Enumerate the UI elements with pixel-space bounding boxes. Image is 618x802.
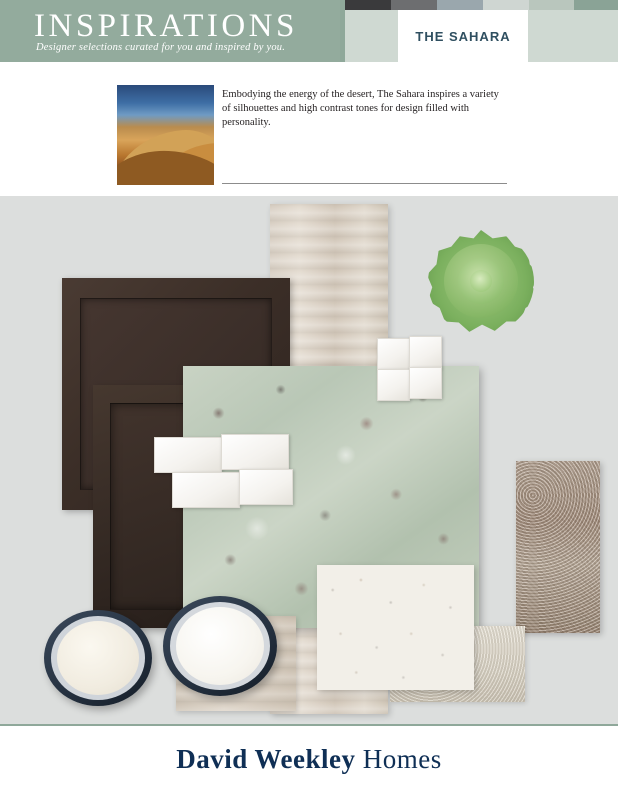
header-green-band <box>0 0 345 62</box>
square-tile <box>377 338 410 370</box>
quartz-slab <box>317 565 474 690</box>
subway-tile <box>221 434 289 470</box>
swatch-1 <box>345 0 391 10</box>
collection-name-box <box>398 10 528 62</box>
swatch-6 <box>574 0 618 10</box>
succulent-core <box>470 270 492 292</box>
succulent-plant <box>426 226 536 336</box>
collection-name: THE SAHARA <box>415 28 511 44</box>
logo-text-david: David <box>176 744 255 774</box>
materials-board <box>0 196 618 724</box>
paint-color-cream <box>57 621 139 695</box>
swatch-3 <box>437 0 483 10</box>
swatch-4 <box>483 0 529 10</box>
desert-dunes-photo <box>117 85 214 185</box>
page-tagline: Designer selections curated for you and inspired by you. <box>36 42 286 53</box>
page-header <box>0 0 618 72</box>
header-color-swatch-strip <box>345 0 618 10</box>
paint-can-left <box>44 610 152 706</box>
subway-tile <box>172 472 240 508</box>
carpet-swatch-tan <box>516 461 600 633</box>
subway-tile <box>239 469 293 505</box>
swatch-2 <box>391 0 437 10</box>
square-tile <box>377 369 410 401</box>
paint-can-right <box>163 596 277 696</box>
footer-divider <box>0 724 618 726</box>
page-title: INSPIRATIONS <box>34 8 298 44</box>
subway-tile <box>154 437 222 473</box>
intro-divider <box>222 183 507 184</box>
paint-color-white <box>176 607 264 685</box>
logo-text-homes: Homes <box>355 744 442 774</box>
logo-text-weekley: Weekley <box>254 744 356 774</box>
collection-description: Embodying the energy of the desert, The Sahara inspires a variety of silhouettes and high contrast tones for design filled with personality. <box>222 89 499 128</box>
square-tile <box>409 367 442 399</box>
page-footer <box>0 724 618 802</box>
company-logo <box>0 744 618 775</box>
square-tile <box>409 336 442 368</box>
swatch-5 <box>529 0 574 10</box>
